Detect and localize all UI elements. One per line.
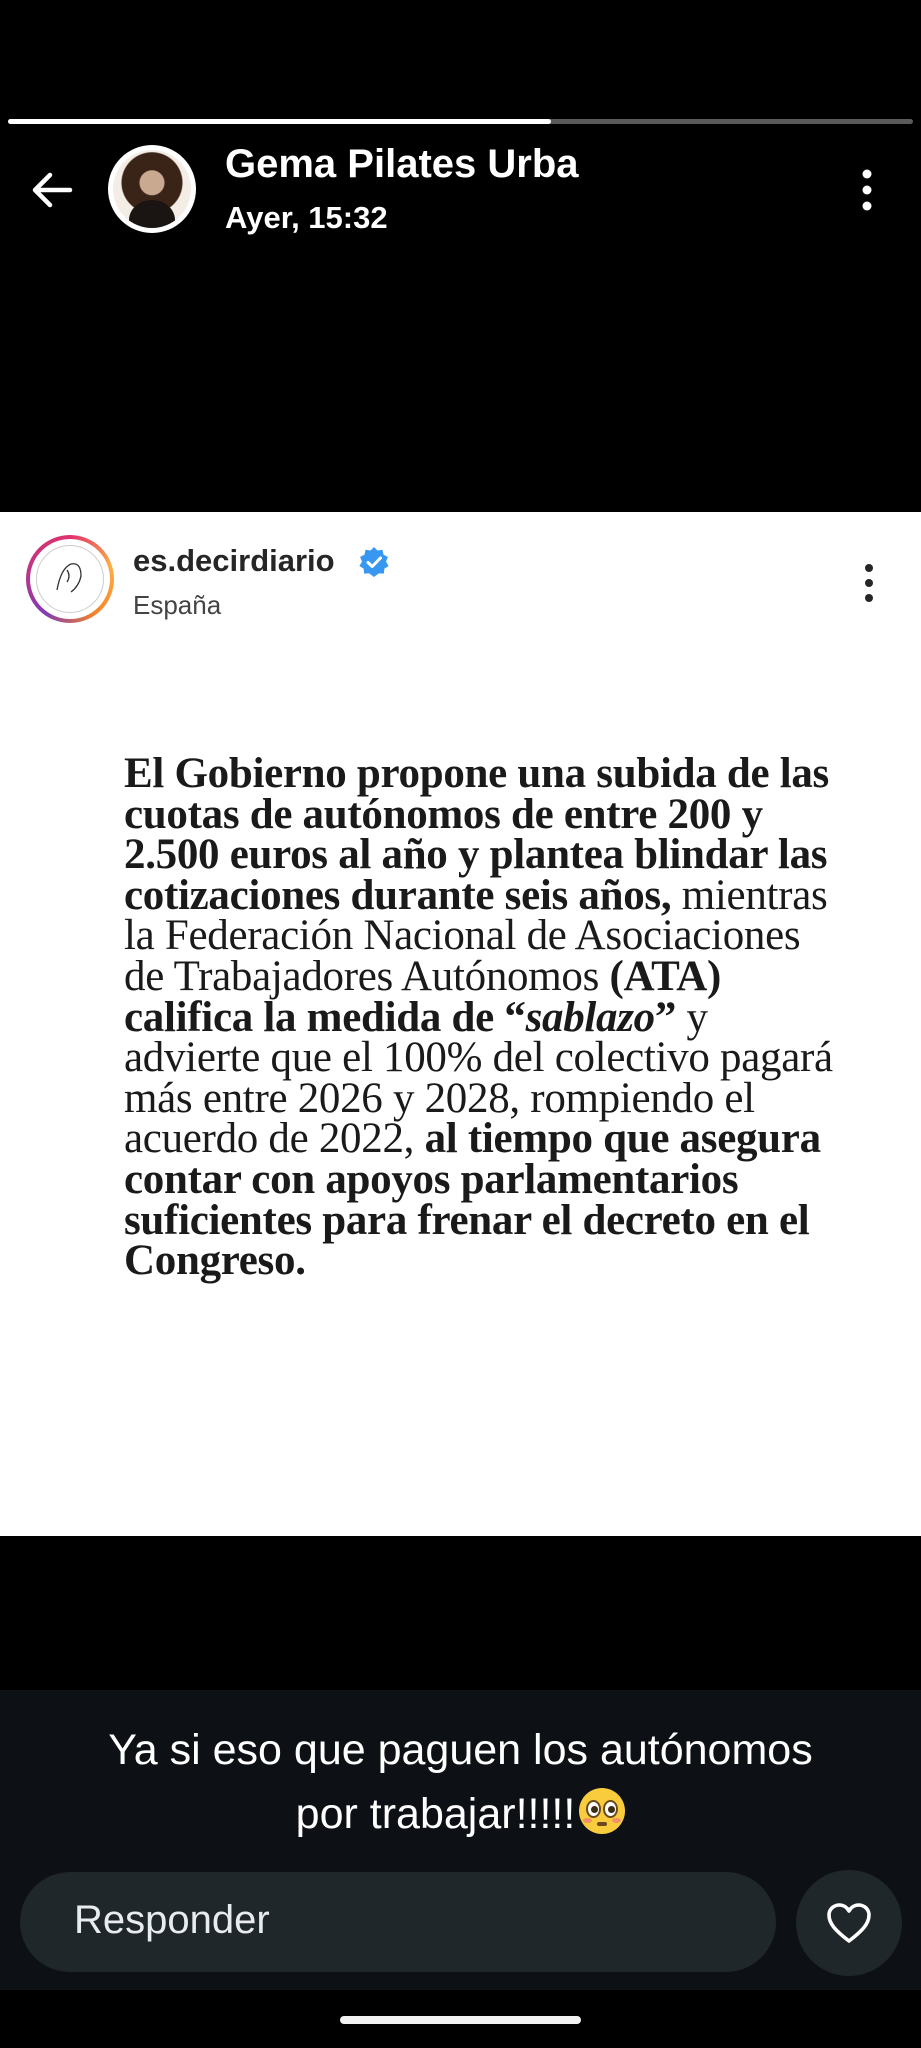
headline-segment: ” — [654, 993, 677, 1041]
headline-segment: al tiempo que asegura contar con apoyos parlamentarios suficientes para frenar el decreto en el Congreso. — [124, 1115, 821, 1285]
like-button[interactable] — [796, 1870, 902, 1976]
post-location[interactable]: España — [133, 590, 222, 620]
profile-logo-icon — [36, 545, 104, 613]
story-timestamp: Ayer, 15:32 — [225, 200, 388, 235]
author-name[interactable]: Gema Pilates Urba — [225, 142, 579, 186]
post-headline-text — [124, 750, 844, 1285]
author-avatar[interactable] — [108, 145, 196, 233]
headline-segment: (ATA) califica la medida de “ — [124, 952, 722, 1041]
flushed-face-emoji-icon — [579, 1788, 625, 1834]
post-author-avatar[interactable] — [26, 535, 114, 623]
caption-line-1: Ya si eso que paguen los autónomos — [108, 1726, 813, 1774]
post-username[interactable]: es.decirdiario — [133, 543, 335, 578]
headline-segment: mientras la Federación Nacional de Asociaciones de Trabajadores Autónomos — [124, 871, 828, 1000]
headline-segment: El Gobierno propone una subida de las cuotas de autónomos de entre 200 y 2.500 euros al año y plantea blindar las cotizaciones durante seis años, — [124, 750, 829, 919]
reply-placeholder: Responder — [74, 1898, 270, 1942]
home-gesture-handle[interactable] — [340, 2016, 581, 2024]
headline-segment: sablazo — [525, 993, 655, 1041]
story-caption — [0, 1718, 921, 1846]
headline-segment: y advierte que el 100% del colectivo pagará más entre 2026 y 2028, rompiendo el acuerdo de 2022, — [124, 993, 833, 1163]
post-more-options-icon[interactable] — [858, 562, 880, 604]
story-progress-bar — [8, 119, 913, 124]
verified-badge-icon — [358, 546, 390, 578]
avatar-photo — [113, 150, 191, 228]
reply-input[interactable] — [20, 1872, 776, 1972]
back-arrow-icon[interactable] — [28, 166, 76, 214]
heart-outline-icon — [826, 1902, 872, 1944]
more-options-icon[interactable] — [855, 168, 879, 212]
caption-line-2: por trabajar!!!!! — [0, 1782, 921, 1846]
story-progress-fill — [8, 119, 551, 124]
